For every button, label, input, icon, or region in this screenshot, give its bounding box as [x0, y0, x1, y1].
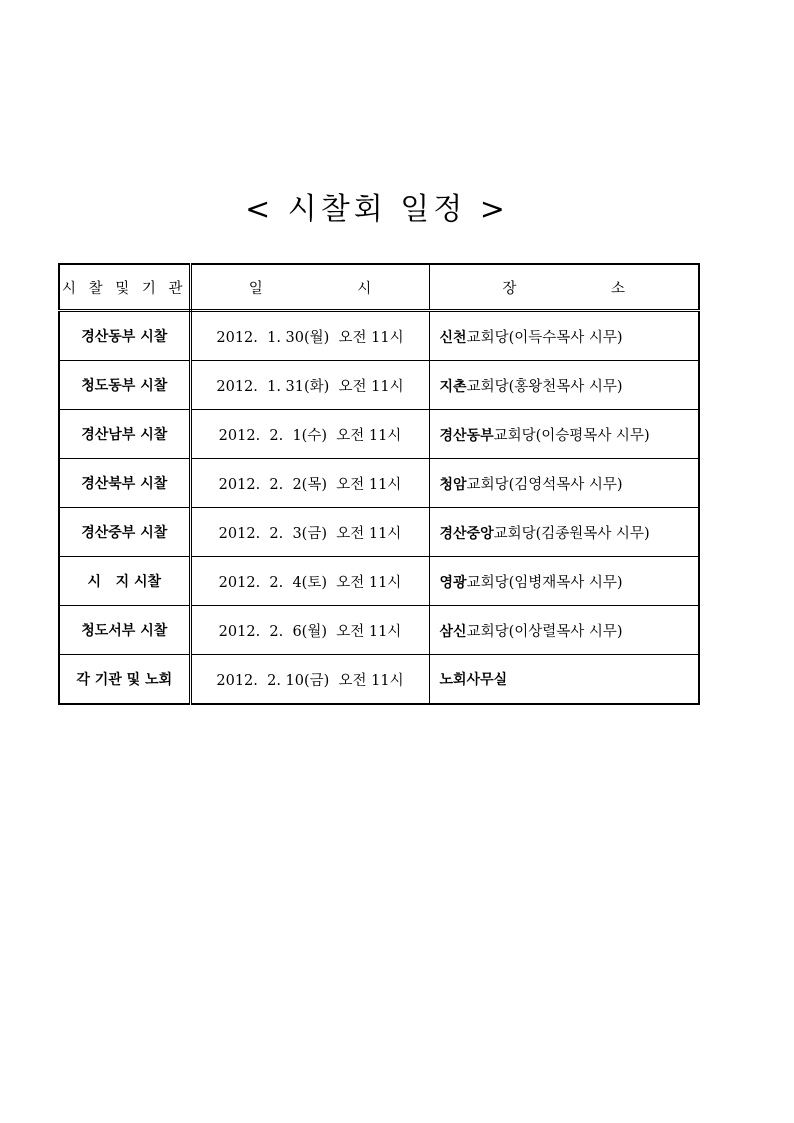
place-cell	[429, 459, 699, 508]
datetime-cell: 2012. 1. 30(월) 오전 11시	[190, 311, 429, 361]
table-row	[59, 508, 699, 557]
church-name: 삼신	[439, 623, 467, 640]
header-datetime: 일 시	[190, 264, 429, 311]
datetime-cell: 2012. 2. 4(토) 오전 11시	[190, 557, 429, 606]
church-name: 영광	[439, 574, 467, 591]
table-body	[59, 311, 699, 705]
place-cell	[429, 508, 699, 557]
datetime-cell: 2012. 2. 3(금) 오전 11시	[190, 508, 429, 557]
organization-cell: 경산동부 시찰	[59, 311, 190, 361]
organization-cell: 청도서부 시찰	[59, 606, 190, 655]
datetime-cell: 2012. 1. 31(화) 오전 11시	[190, 361, 429, 410]
organization-cell: 경산중부 시찰	[59, 508, 190, 557]
place-cell	[429, 410, 699, 459]
place-cell	[429, 557, 699, 606]
document-title: < 시찰회 일정 >	[245, 192, 509, 227]
place-detail: 교회당(이승평목사 시무)	[493, 427, 650, 444]
place-cell	[429, 655, 699, 705]
table-row	[59, 410, 699, 459]
organization-cell: 청도동부 시찰	[59, 361, 190, 410]
table-row	[59, 361, 699, 410]
table-row	[59, 606, 699, 655]
table-row	[59, 557, 699, 606]
place-detail: 교회당(임병재목사 시무)	[466, 574, 623, 591]
church-name: 청암	[439, 476, 467, 493]
table-row	[59, 655, 699, 705]
place-detail: 교회당(이상렬목사 시무)	[466, 623, 623, 640]
place-cell	[429, 311, 699, 361]
datetime-cell: 2012. 2. 1(수) 오전 11시	[190, 410, 429, 459]
place-detail: 교회당(김영석목사 시무)	[466, 476, 623, 493]
schedule-table	[58, 263, 700, 705]
organization-cell: 각 기관 및 노회	[59, 655, 190, 705]
church-name: 경산중앙	[439, 525, 494, 542]
header-row	[59, 264, 699, 311]
organization-cell: 경산남부 시찰	[59, 410, 190, 459]
table-row	[59, 459, 699, 508]
church-name: 지촌	[439, 378, 467, 395]
organization-cell: 시 지 시찰	[59, 557, 190, 606]
church-name: 신천	[439, 329, 467, 346]
datetime-cell: 2012. 2. 2(목) 오전 11시	[190, 459, 429, 508]
place-detail: 교회당(홍왕천목사 시무)	[466, 378, 623, 395]
church-name: 노회사무실	[439, 672, 508, 688]
organization-cell: 경산북부 시찰	[59, 459, 190, 508]
datetime-cell: 2012. 2. 6(월) 오전 11시	[190, 606, 429, 655]
table-header	[59, 264, 699, 311]
header-organization: 시 찰 및 기 관	[59, 264, 190, 311]
place-cell	[429, 606, 699, 655]
table-row	[59, 311, 699, 361]
church-name: 경산동부	[439, 427, 494, 444]
place-detail: 교회당(이득수목사 시무)	[466, 329, 623, 346]
datetime-cell: 2012. 2. 10(금) 오전 11시	[190, 655, 429, 705]
header-place: 장 소	[429, 264, 699, 311]
place-cell	[429, 361, 699, 410]
place-detail: 교회당(김종원목사 시무)	[493, 525, 650, 542]
